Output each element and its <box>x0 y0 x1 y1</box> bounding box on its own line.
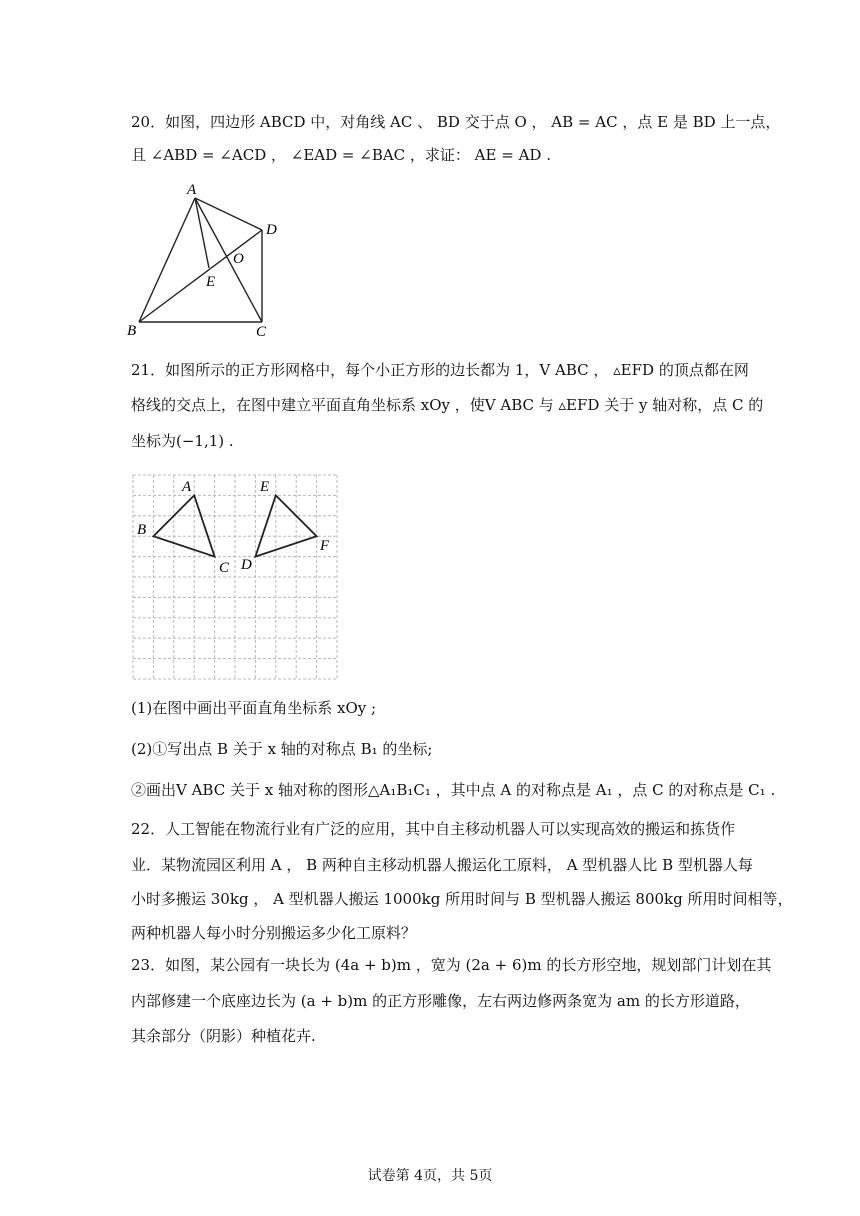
q22-line1: 22．人工智能在物流行业有广泛的应用，其中自主移动机器人可以实现高效的搬运和拣货作 <box>131 820 736 838</box>
q21-part2: (2)①写出点 B 关于 x 轴的对称点 B₁ 的坐标; <box>131 740 433 758</box>
label-E: E <box>206 274 216 290</box>
grid-lines <box>133 475 337 679</box>
q21-line3: 坐标为(−1,1) . <box>131 432 234 450</box>
label-O: O <box>233 251 244 267</box>
q22-line2: 业．某物流园区利用 A ， B 两种自主移动机器人搬运化工原料， A 型机器人比 B 型机器人每 <box>131 856 753 874</box>
square-grid-figure <box>130 472 342 682</box>
triangle-efd <box>255 495 316 556</box>
q22-line4: 两种机器人每小时分别搬运多少化工原料？ <box>131 924 417 942</box>
label-C: C <box>219 560 230 576</box>
triangle-abc <box>153 495 214 556</box>
q23-line1: 23．如图，某公园有一块长为 (4a + b)m ，宽为 (2a + 6)m 的长方形空地，规划部门计划在其 <box>131 956 772 974</box>
label-E: E <box>260 479 270 495</box>
q23-line2: 内部修建一个底座边长为 (a + b)m 的正方形雕像，左右两边修两条宽为 am 的长方形道路， <box>131 992 750 1010</box>
q21-line2: 格线的交点上，在图中建立平面直角坐标系 xOy ，使V ABC 与 ▵EFD 关于 y 轴对称，点 C 的 <box>131 396 764 414</box>
q20-line1: 20．如图，四边形 ABCD 中，对角线 AC 、 BD 交于点 O ， AB = AC ，点 E 是 BD 上一点， <box>131 113 781 131</box>
q23-line3: 其余部分（阴影）种植花卉. <box>131 1027 316 1045</box>
q21-line1: 21．如图所示的正方形网格中，每个小正方形的边长都为 1，V ABC ， ▵EFD 的顶点都在网 <box>131 361 749 379</box>
q20-line2: 且 ∠ABD = ∠ACD ， ∠EAD = ∠BAC ，求证： AE = AD . <box>131 146 551 164</box>
label-D: D <box>241 557 252 573</box>
label-B: B <box>127 323 137 339</box>
label-A: A <box>182 479 192 495</box>
label-F: F <box>320 538 330 554</box>
geometry-figure-abcd <box>125 180 285 340</box>
label-A: A <box>187 182 197 198</box>
label-B: B <box>137 522 147 538</box>
label-D: D <box>266 222 277 238</box>
q21-part1: (1)在图中画出平面直角坐标系 xOy ; <box>131 699 377 717</box>
q21-part3: ②画出V ABC 关于 x 轴对称的图形△A₁B₁C₁ ，其中点 A 的对称点是 A₁ ，点 C 的对称点是 C₁ . <box>131 781 776 799</box>
label-C: C <box>256 324 267 340</box>
page-footer: 试卷第 4页，共 5页 <box>367 1168 493 1184</box>
q22-line3: 小时多搬运 30kg ， A 型机器人搬运 1000kg 所用时间与 B 型机器人搬运 800kg 所用时间相等， <box>131 890 793 908</box>
